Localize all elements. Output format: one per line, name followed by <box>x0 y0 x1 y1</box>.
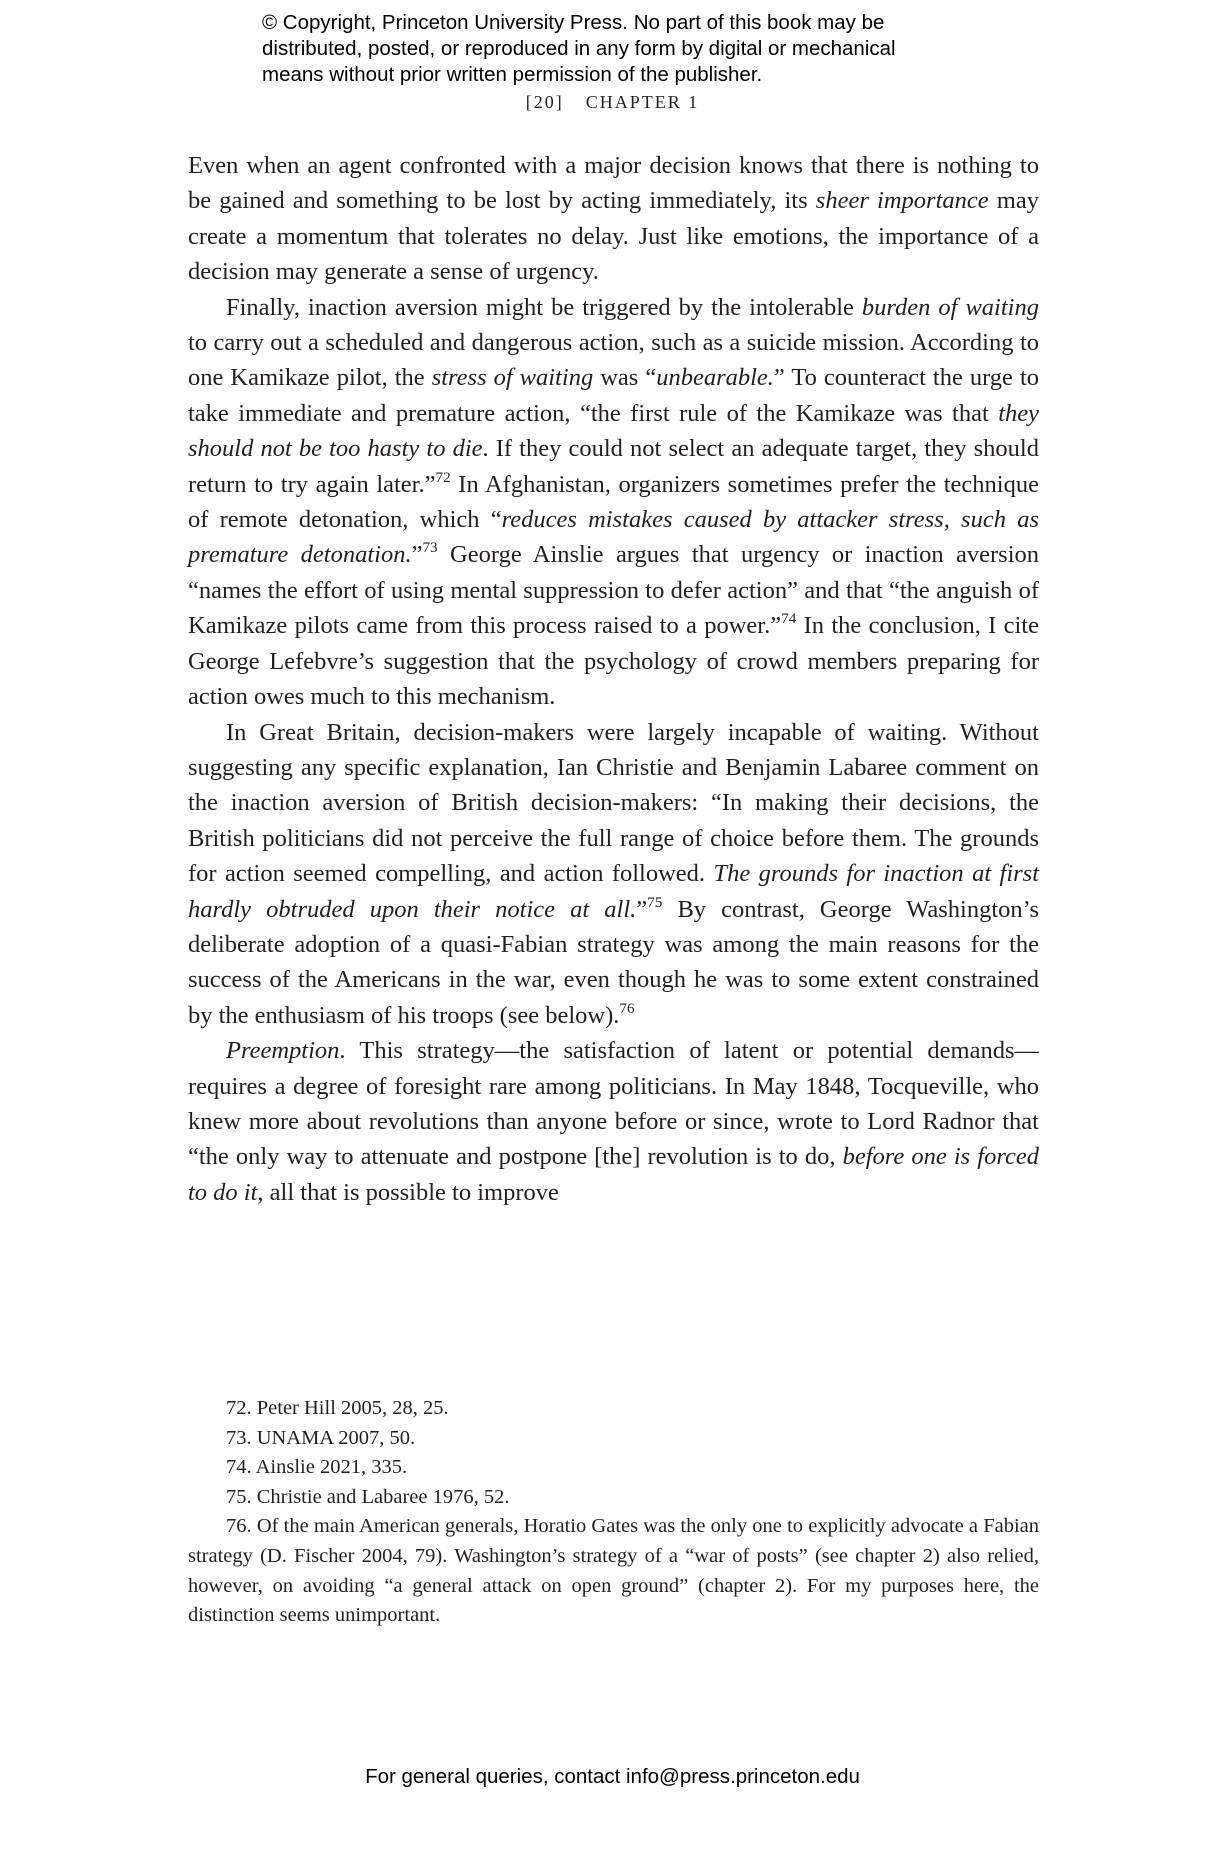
emphasis: reduces mistakes caused by attacker stress, such as premature detonation. <box>188 506 1039 569</box>
emphasis: The grounds for inaction at first hardly obtruded upon their notice at all. <box>188 860 1040 923</box>
copyright-line: distributed, posted, or reproduced in any form by digital or mechanical <box>262 37 896 60</box>
text-run: Even when an agent confronted with a major decision knows that there is nothing to be gained and something to be lost by acting immediately, its <box>188 152 1039 215</box>
text-run: In Afghanistan, organizers sometimes prefer the technique of remote detonation, which “ <box>188 470 1039 534</box>
footnote-ref[interactable]: 74 <box>781 610 797 628</box>
emphasis: sheer importance <box>815 187 989 215</box>
footnote: 75. Christie and Labaree 1976, 52. <box>226 1485 510 1508</box>
footnote-ref[interactable]: 75 <box>647 893 663 911</box>
footnote: 76. Of the main American generals, Horatio Gates was the only one to explicitly advocate a Fabian strategy (D. Fischer 2004, 79). Washington’s strategy of a “war of posts” (see chapter 2) also relied, however, on avoiding “a general attack on open ground” (chapter 2). For my purposes here, the distinction seems unimportant. <box>188 1515 1039 1627</box>
text-run: In the conclusion, I cite George Lefebvre’s suggestion that the psychology of crowd members preparing for action owes much to this mechanism. <box>188 612 1039 711</box>
body-text <box>188 148 1039 1210</box>
page-number: [20] <box>525 92 564 112</box>
text-run: was “ <box>593 364 657 392</box>
copyright-line: © Copyright, Princeton University Press. No part of this book may be <box>262 11 885 34</box>
text-run: George Ainslie argues that urgency or inaction aversion “names the effort of using mental suppression to defer action” and that “the anguish of Kamikaze pilots came from this process raised to a power.” <box>188 541 1039 640</box>
footnote: 73. UNAMA 2007, 50. <box>226 1426 416 1449</box>
emphasis: unbearable. <box>656 364 774 392</box>
text-run: In Great Britain, decision-makers were largely incapable of waiting. Without suggesting any specific explanation, Ian Christie and Benjamin Labaree comment on the inaction aversion of British decision-makers: “In making their decisions, the British politicians did not perceive the full range of choice before them. The grounds for action seemed compelling, and action followed. <box>188 718 1039 888</box>
text-run: . If they could not select an adequate target, they should return to try again later.” <box>188 435 1039 498</box>
footnote-ref[interactable]: 73 <box>422 539 438 557</box>
paragraph <box>188 290 1039 715</box>
text-run: ” <box>411 541 423 569</box>
copyright-line: means without prior written permission of the publisher. <box>262 63 763 86</box>
paragraph <box>188 148 1039 290</box>
paragraph <box>188 1033 1039 1210</box>
copyright-notice <box>262 10 982 88</box>
text-run: . This strategy—the satisfaction of latent or potential demands—requires a degree of foresight rare among politicians. In May 1848, Tocqueville, who knew more about revolutions than anyone before or since, wrote to Lord Radnor that “the only way to attenuate and postpone [the] revolution is to do, <box>188 1037 1039 1171</box>
text-run: Finally, inaction aversion might be triggered by the intolerable <box>226 293 862 321</box>
emphasis: before one is forced to do it <box>188 1143 1039 1206</box>
text-run: to carry out a scheduled and dangerous action, such as a suicide mission. According to one Kamikaze pilot, the <box>188 329 1039 392</box>
footnote-ref[interactable]: 72 <box>435 468 451 486</box>
footnote: 74. Ainslie 2021, 335. <box>226 1456 408 1479</box>
emphasis: they should not be too hasty to die <box>188 399 1039 463</box>
text-run: may create a momentum that tolerates no delay. Just like emotions, the importance of a decision may generate a sense of urgency. <box>188 187 1039 286</box>
section-run-in-heading: Preemption <box>226 1037 340 1065</box>
text-run: By contrast, George Washington’s deliberate adoption of a quasi-Fabian strategy was among the main reasons for the success of the Americans in the war, even though he was to some extent constrained by the enthusiasm of his troops (see below). <box>188 895 1040 1029</box>
paragraph <box>188 715 1039 1034</box>
contact-footer: For general queries, contact info@press.princeton.edu <box>365 1765 860 1788</box>
footnote: 72. Peter Hill 2005, 28, 25. <box>226 1397 449 1419</box>
text-run: ” <box>636 895 648 923</box>
running-head <box>0 92 1225 113</box>
footnotes <box>188 1394 1039 1631</box>
chapter-title: CHAPTER 1 <box>585 92 700 112</box>
footnote-ref[interactable]: 76 <box>619 999 635 1017</box>
emphasis: burden of waiting <box>861 293 1039 321</box>
text-run: , all that is possible to improve <box>257 1178 559 1206</box>
text-run: ” To counteract the urge to take immediate and premature action, “the first rule of the Kamikaze was that <box>188 364 1039 427</box>
emphasis: stress of waiting <box>431 364 594 392</box>
